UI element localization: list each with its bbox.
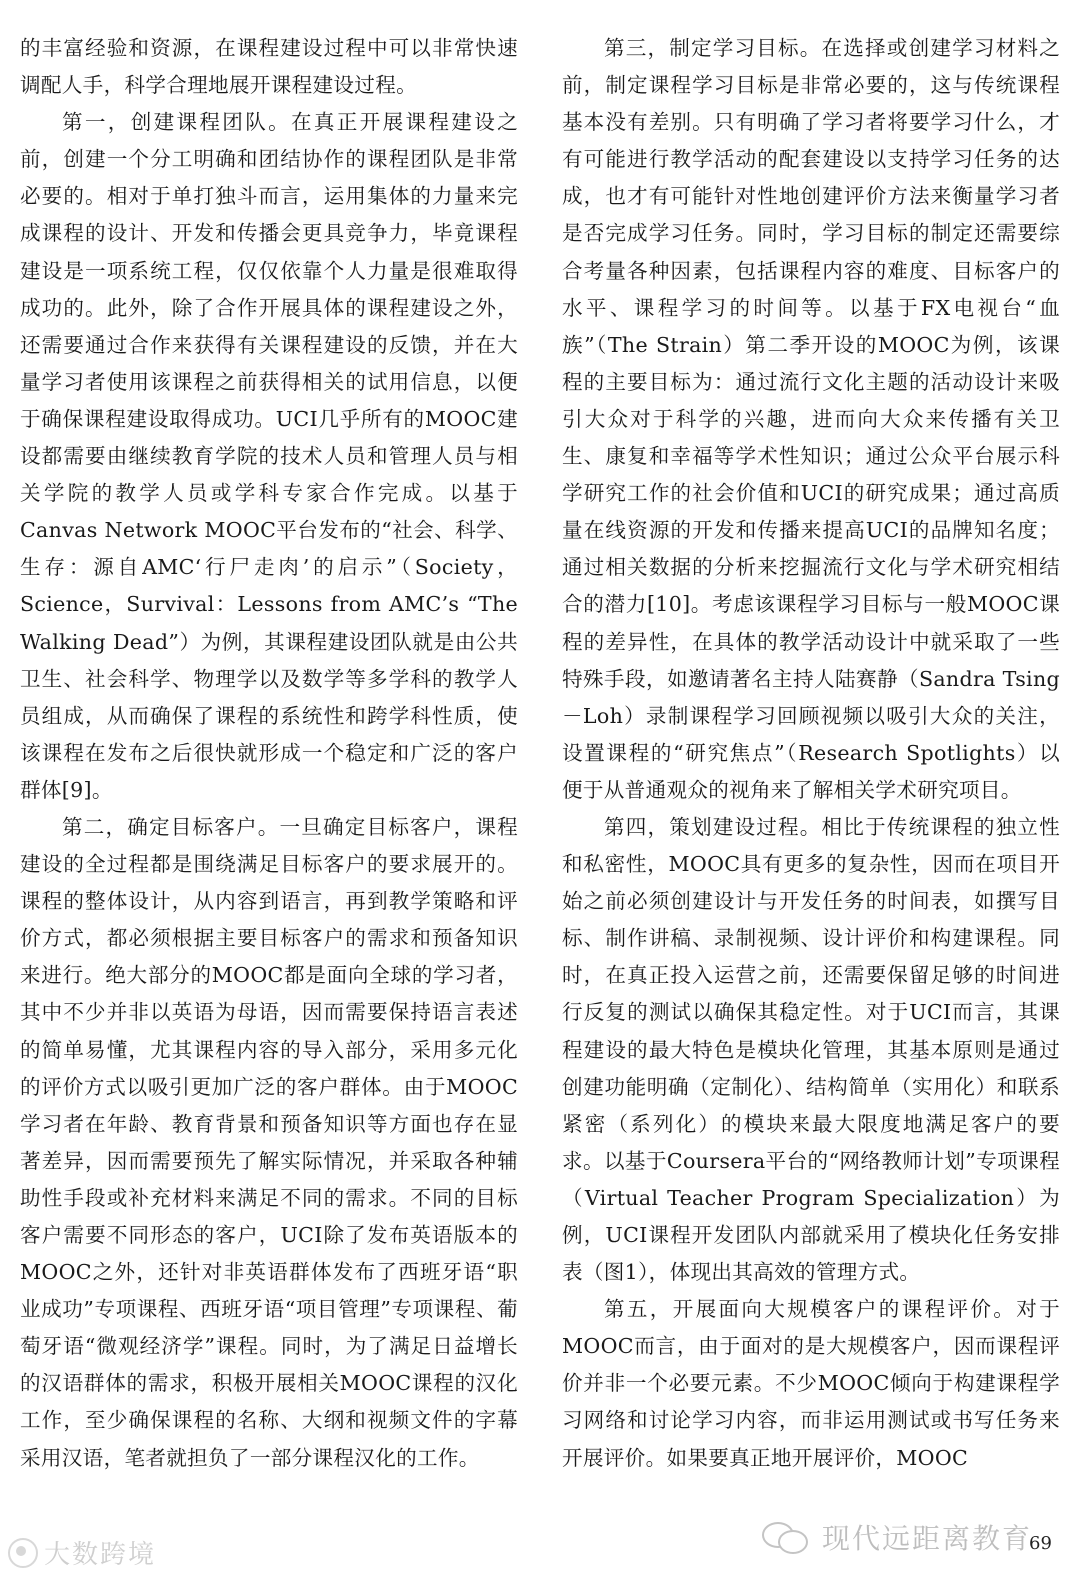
right-paragraph-2: 第四，策划建设过程。相比于传统课程的独立性和私密性，MOOC具有更多的复杂性，因而在项目开始之前必须创建设计与开发任务的时间表，如撰写目标、制作讲稿、录制视频、设计评价和构建课程。同时，在真正投入运营之前，还需要保留足够的时间进行反复的测试以确保其稳定性。对于UCI而言，其课程建设的最大特色是模块化管理，其基本原则是通过创建功能明确（定制化）、结构简单（实用化）和联系紧密（系列化）的模块来最大限度地满足客户的要求。以基于Coursera平台的“网络教师计划”专项课程（Virtual Teacher Program Specialization）为例，UCI课程开发团队内部就采用了模块化任务安排表（图1），体现出其高效的管理方式。 [562,814,1060,1285]
page-number: 69 [1029,1533,1052,1554]
watermark-right-text: 现代远距离教育 [822,1522,1033,1555]
left-paragraph-3: 第二，确定目标客户。一旦确定目标客户，课程建设的全过程都是围绕满足目标客户的要求展开的。课程的整体设计，从内容到语言，再到教学策略和评价方式，都必须根据主要目标客户的需求和预备知识来进行。绝大部分的MOOC都是面向全球的学习者，其中不少并非以英语为母语，因而需要保持语言表述的简单易懂，尤其课程内容的导入部分，采用多元化的评价方式以吸引更加广泛的客户群体。由于MOOC学习者在年龄、教育背景和预备知识等方面也存在显著差异，因而需要预先了解实际情况，并采取各种辅助性手段或补充材料来满足不同的需求。不同的目标客户需要不同形态的客户，UCI除了发布英语版本的MOOC之外，还针对非英语群体发布了西班牙语“职业成功”专项课程、西班牙语“项目管理”专项课程、葡萄牙语“微观经济学”课程。同时，为了满足日益增长的汉语群体的需求，积极开展相关MOOC课程的汉化工作，至少确保课程的名称、大纲和视频文件的字幕采用汉语，笔者就担负了一部分课程汉化的工作。 [20,814,518,1470]
right-column [562,30,1060,1477]
left-column [20,30,518,1477]
wechat-icon [760,1520,812,1554]
brand-logo-icon [8,1538,38,1568]
right-paragraph-3: 第五，开展面向大规模客户的课程评价。对于MOOC而言，由于面对的是大规模客户，因而课程评价并非一个必要元素。不少MOOC倾向于构建课程学习网络和讨论学习内容，而非运用测试或书写任务来开展评价。如果要真正地开展评价，MOOC [562,1297,1060,1470]
watermark-right [760,1517,1032,1557]
left-paragraph-2: 第一，创建课程团队。在真正开展课程建设之前，创建一个分工明确和团结协作的课程团队是非常必要的。相对于单打独斗而言，运用集体的力量来完成课程的设计、开发和传播会更具竞争力，毕竟课程建设是一项系统工程，仅仅依靠个人力量是很难取得成功的。此外，除了合作开展具体的课程建设之外，还需要通过合作来获得有关课程建设的反馈，并在大量学习者使用该课程之前获得相关的试用信息，以便于确保课程建设取得成功。UCI几乎所有的MOOC建设都需要由继续教育学院的技术人员和管理人员与相关学院的教学人员或学科专家合作完成。以基于Canvas Network MOOC平台发布的“社会、科学、生存：源自AMC‘行尸走肉’的启示”（Society，Science，Survival：Lessons from AMC’s “The Walking Dead”）为例，其课程建设团队就是由公共卫生、社会科学、物理学以及数学等多学科的教学人员组成，从而确保了课程的系统性和跨学科性质，使该课程在发布之后很快就形成一个稳定和广泛的客户群体[9]。 [20,110,518,802]
left-paragraph-1: 的丰富经验和资源，在课程建设过程中可以非常快速调配人手，科学合理地展开课程建设过程。 [20,36,518,98]
watermark-left-text: 大数跨境 [44,1540,157,1570]
watermark-left [8,1534,156,1571]
right-paragraph-1: 第三，制定学习目标。在选择或创建学习材料之前，制定课程学习目标是非常必要的，这与传统课程基本没有差别。只有明确了学习者将要学习什么，才有可能进行教学活动的配套建设以支持学习任务的达成，也才有可能针对性地创建评价方法来衡量学习者是否完成学习任务。同时，学习目标的制定还需要综合考量各种因素，包括课程内容的难度、目标客户的水平、课程学习的时间等。以基于FX电视台“血族”（The Strain）第二季开设的MOOC为例，该课程的主要目标为：通过流行文化主题的活动设计来吸引大众对于科学的兴趣，进而向大众来传播有关卫生、康复和幸福等学术性知识；通过公众平台展示科学研究工作的社会价值和UCI的研究成果；通过高质量在线资源的开发和传播来提高UCI的品牌知名度；通过相关数据的分析来挖掘流行文化与学术研究相结合的潜力[10]。考虑该课程学习目标与一般MOOC课程的差异性，在具体的教学活动设计中就采取了一些特殊手段，如邀请著名主持人陆赛静（Sandra Tsing－Loh）录制课程学习回顾视频以吸引大众的关注，设置课程的“研究焦点”（Research Spotlights）以便于从普通观众的视角来了解相关学术研究项目。 [562,36,1060,802]
